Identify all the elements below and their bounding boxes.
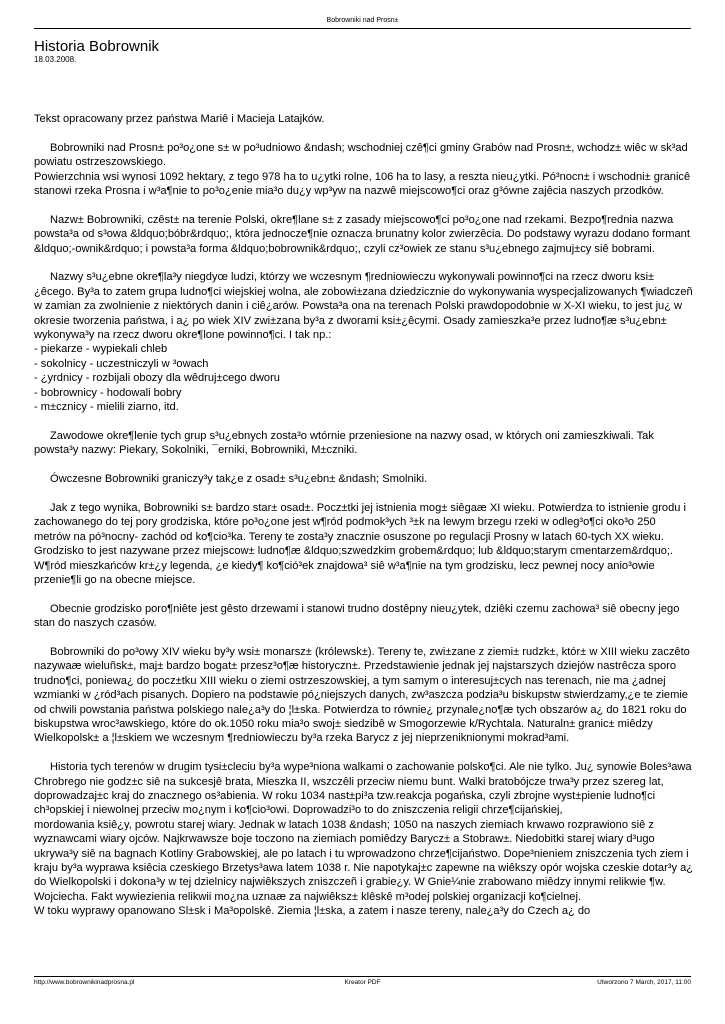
paragraph-9-line: W toku wyprawy opanowano Sl±sk i Ma³opolskê. Ziemia ¦l±ska, a zatem i nasze tereny, nale¿a³y do Czech a¿ do [34, 905, 591, 918]
paragraph-6: Jak z tego wynika, Bobrowniki s± bardzo star± osad±. Pocz±tki jej istnienia mog± siêgaæ XI wieku. Potwierdza to istnienie grodu i zachowanego do tej pory grodziska, które po³o¿one jest w¶ród podmok³ych ³±k na lewym brzegu rzeki w odleg³o¶ci oko³o 250 metrów na pó³nocny- zachód od ko¶cio³ka. Tereny te zosta³y znacznie osuszone po regulacji Prosny w latach 60-tych XX wieku. Grodzisko to jest nazywane przez miejscow± ludno¶æ &ldquo;szwedzkim grobem&rdquo; lub &ldquo;starym cmentarzem&rdquo;. W¶ród mieszkańców kr±¿y legenda, ¿e kiedy¶ ko¶ció³ek znajdowa³ siê w³a¶nie na tym grodzisku, lecz pewnej nocy anio³owie przenie¶li go na obecne miejsce. [34, 501, 686, 586]
paragraph-1-line: Bobrowniki nad Prosn± po³o¿one s± w po³udniowo &ndash; wschodniej czê¶ci gminy Grabów nad Prosn±, wchodz± wiêc w sk³ad powiatu ostrzeszowskiego. [34, 141, 688, 169]
paragraph-9-line: mordowania ksiê¿y, powrotu starej wiary. Jednak w latach 1038 &ndash; 1050 na naszych ziemiach krwawo rozprawiono siê z wyznawcami wiary ojców. Najkrwawsze boje toczono na ziemiach pomiêdzy Barycz± a Stobraw±. Niedobitki starej wiary d³ugo ukrywa³y siê na bagnach Kotliny Grabowskiej, ale po latach i tu wprowadzono chrze¶cijaństwo. Dope³nieniem zniszczenia tych ziem i kraju by³a wyprawa ksiêcia czeskiego Brzetys³awa latem 1038 r. Nie napotykaj±c zapewne na wiêkszy opór wojska czeskie dotar³y a¿ do Wielkopolski i dokona³y w tej dzielnicy najwiêkszych zniszczeñ i grabie¿y. W Gnie¼nie zrabowano miêdzy innymi relikwie ¶w. Wojciecha. Fakt wywiezienia relikwii mo¿na uznaæ za najwiêksz± klêskê m³odej polskiej organizacji ko¶cielnej. [34, 818, 694, 903]
paragraph-4: Zawodowe okre¶lenie tych grup s³u¿ebnych zosta³o wtórnie przeniesione na nazwy osad, w których oni zamieszkiwali. Tak powsta³y nazwy: Piekary, Sokolniki, ¯erniki, Bobrowniki, M±czniki. [34, 429, 654, 457]
paragraph-5: Ówczesne Bobrowniki graniczy³y tak¿e z osad± s³u¿ebn± &ndash; Smolniki. [50, 473, 428, 486]
footer-created-date: Utworzono 7 March, 2017, 11:00 [597, 979, 691, 986]
page-footer [34, 976, 691, 989]
list-item: - m±cznicy - mielili ziarno, itd. [34, 401, 179, 414]
page-title: Historia Bobrownik [34, 38, 160, 55]
paragraph-7: Obecnie grodzisko poro¶niête jest gêsto drzewami i stanowi trudno dostêpny nieu¿ytek, dziêki czemu zachowa³ siê obecny jego stan do naszych czasów. [34, 602, 680, 630]
paragraph-9 [34, 760, 694, 918]
article-body [34, 112, 694, 919]
paragraph-2: Nazw± Bobrowniki, czêst± na terenie Polski, okre¶lane s± z zasady miejscowo¶ci po³o¿one nad rzekami. Bezpo¶rednia nazwa powsta³a od s³owa &ldquo;bóbr&rdquo;, która jednocze¶nie oznacza brunatny kolor zwierzêcia. Do podstawy wyrazu dodano formant &ldquo;-ownik&rdquo; i powsta³a forma &ldquo;bobrownik&rdquo;, czyli cz³owiek ze stanu s³u¿ebnego zajmuj±cy siê bobrami. [34, 213, 690, 255]
paragraph-3: Nazwy s³u¿ebne okre¶la³y niegdyœ ludzi, którzy we wczesnym ¶redniowieczu wykonywali powinno¶ci na rzecz dworu ksi±¿êcego. By³a to zatem grupa ludno¶ci wiejskiej wolna, ale zobowi±zana dziedzicznie do wykonywania wyspecjalizowanych ¶wiadczeñ w zamian za zwolnienie z niektórych danin i ciê¿arów. Powsta³a ona na terenach Polski prawdopodobnie w X-XI wieku, to jest ju¿ w okresie tworzenia państwa, i a¿ po wiek XIV zwi±zana by³a z dworami ksi±¿êcymi. Osady zamieszka³e przez ludno¶æ s³u¿ebn± wykonywa³y na rzecz dworu okre¶lone powinno¶ci. I tak np.: [34, 271, 693, 342]
paragraph-1-line: Powierzchnia wsi wynosi 1092 hektary, z tego 978 ha to u¿ytki rolne, 106 ha to lasy, a reszta nieu¿ytki. Pó³nocn± i wschodni± granicê stanowi rzeka Prosna i w³a¶nie to po³o¿enie mia³o du¿y wp³yw na nazwê miejscowo¶ci oraz g³ówne zajêcia naszych przodków. [34, 170, 691, 198]
occupations-list [34, 342, 694, 414]
article-date: 18.03.2008. [34, 55, 77, 64]
footer-url-link[interactable]: http://www.bobrownikinadprosna.pl [34, 979, 135, 986]
paragraph-9-line: Historia tych terenów w drugim tysi±cleciu by³a wype³niona walkami o zachowanie polsko¶ci. Ale nie tylko. Ju¿ synowie Boles³awa Chrobrego nie godz±c siê na sukcesjê brata, Mieszka II, wszczêli przeciw niemu bunt. Walki bratobójcze trwa³y przez szereg lat, doprowadzaj±c kraj do znacznego os³abienia. W roku 1034 nast±pi³a tzw.reakcja pogańska, czyli zbrojne wyst±pienie ludno¶ci ch³opskiej i niewolnej przeciw mo¿nym i ko¶cio³owi. Doprowadzi³o to do zniszczenia religii chrze¶cijańskiej, [34, 761, 692, 817]
paragraph-8: Bobrowniki do po³owy XIV wieku by³y wsi± monarsz± (królewsk±). Tereny te, zwi±zane z ziemi± rudzk±, któr± w XIII wieku zaczêto nazywaæ wieluñsk±, maj± bardzo bogat± przesz³o¶æ historyczn±. Przedstawienie jednak jej najstarszych dziejów nastrêcza sporo trudno¶ci, poniewa¿ do pocz±tku XIII wieku o ziemi ostrzeszowskiej, a tym samym o interesuj±cych nas terenach, nie ma ¿adnej wzmianki w ¿ród³ach pisanych. Dopiero na podstawie pó¿niejszych danych, zw³aszcza podzia³u biskupstw stwierdzamy,¿e te ziemie od chwili powstania państwa polskiego nale¿a³y do ¦l±ska. Potwierdza to równie¿ przynale¿no¶æ tych obszarów a¿ do 1821 roku do biskupstwa wroc³awskiego, które do ok.1050 roku mia³o swoj± siedzibê w Smogorzewie k/Rychtala. Naturaln± granic± miêdzy Wielkopolsk± a ¦l±skiem we wczesnym ¶redniowieczu by³a rzeka Barycz z jej nieprzeniknionymi mokrad³ami. [34, 645, 690, 745]
list-item: - ¿yrdnicy - rozbijali obozy dla wêdruj±cego dworu [34, 372, 280, 385]
list-item: - bobrownicy - hodowali bobry [34, 386, 182, 399]
list-item: - piekarze - wypiekali chleb [34, 343, 168, 356]
footer-generator: Kreator PDF [344, 979, 381, 986]
intro-paragraph: Tekst opracowany przez państwa Mariê i Macieja Latajków. [34, 113, 325, 125]
paragraph-1 [34, 141, 694, 199]
page-header [34, 0, 691, 29]
list-item: - sokolnicy - uczestniczyli w ³owach [34, 357, 209, 370]
header-site-name: Bobrowniki nad Prosn± [326, 17, 399, 24]
